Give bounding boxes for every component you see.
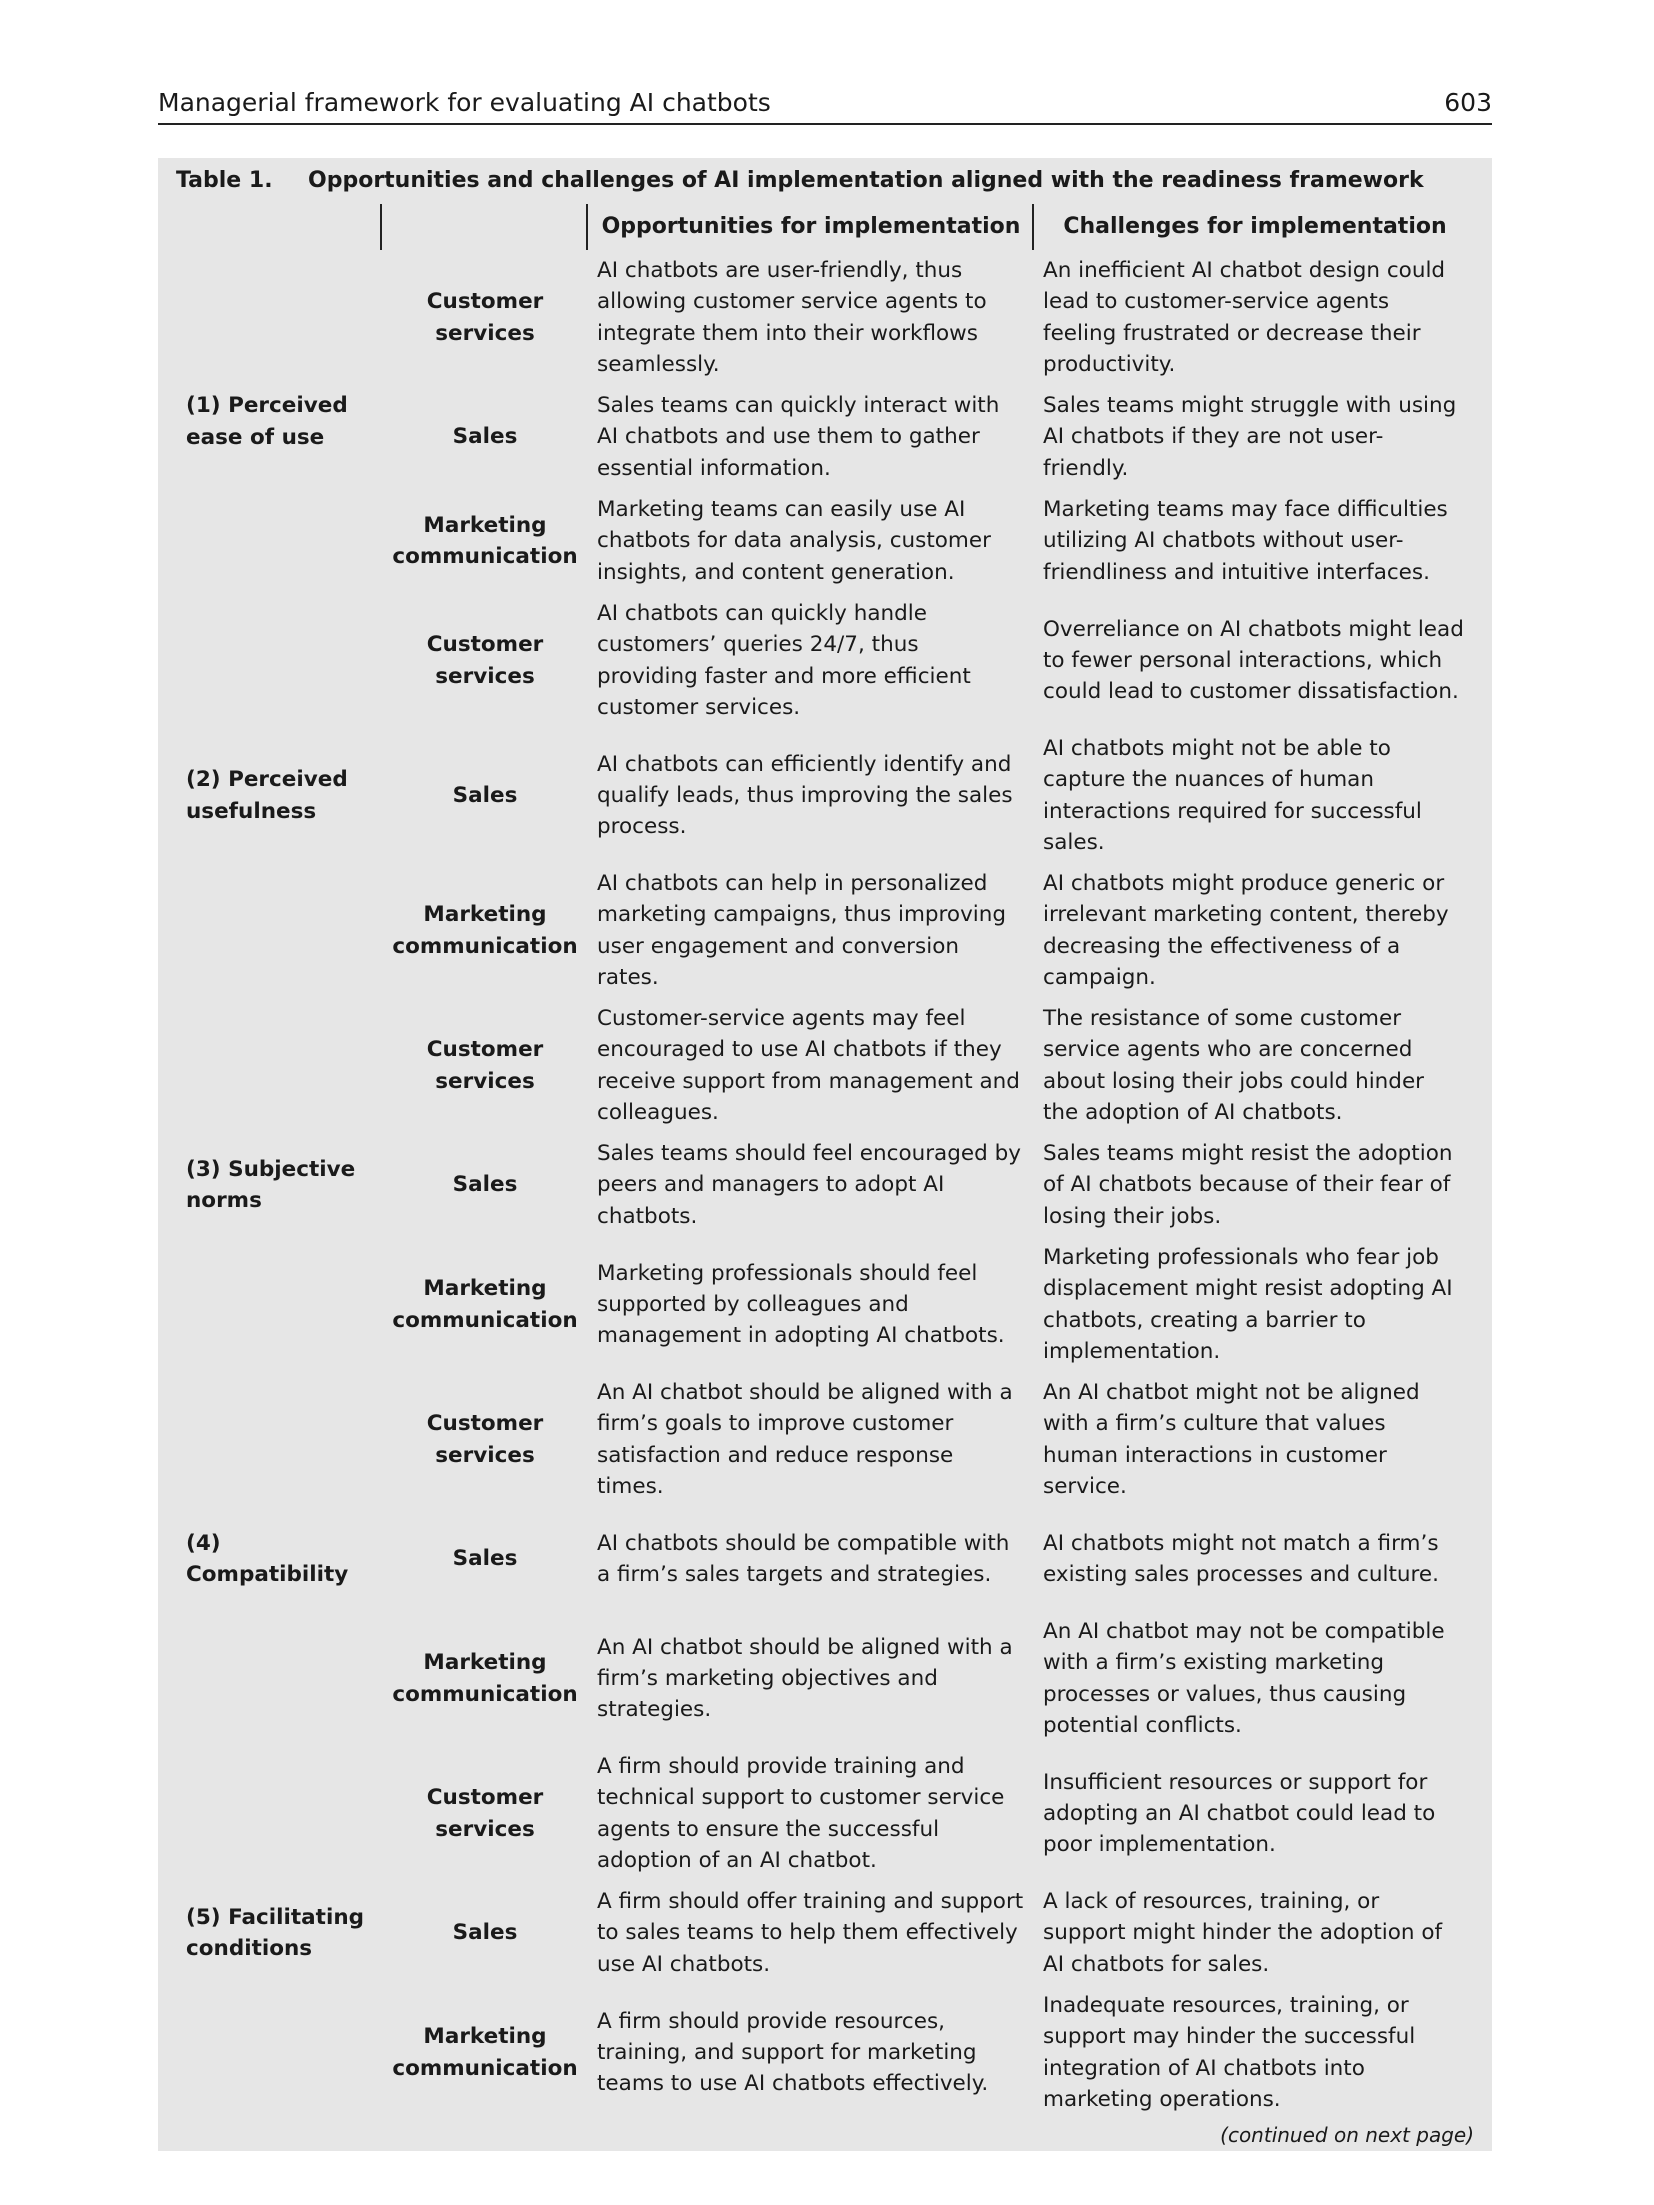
challenge-cell: An inefficient AI chatbot design could lead to customer-service agents feeling frustrated or decrease their productivity. xyxy=(1043,258,1446,377)
challenge-cell: AI chatbots might produce generic or irrelevant marketing content, thereby decreasing the effectiveness of a campaign. xyxy=(1043,871,1449,990)
department-cell: Marketing communication xyxy=(392,1650,578,1707)
challenge-cell: Overreliance on AI chatbots might lead to fewer personal interactions, which could lead to customer dissatisfaction. xyxy=(1043,616,1464,705)
opportunity-cell: An AI chatbot should be aligned with a firm’s goals to improve customer satisfaction and reduce response times. xyxy=(597,1380,1013,1499)
challenge-cell: Insufficient resources or support for adopting an AI chatbot could lead to poor implementation. xyxy=(1043,1769,1436,1858)
continued-note: (continued on next page) xyxy=(1220,2123,1474,2147)
running-title: Managerial framework for evaluating AI chatbots xyxy=(158,88,771,117)
table-row xyxy=(176,998,1474,1133)
challenge-cell: AI chatbots might not match a firm’s existing sales processes and culture. xyxy=(1043,1530,1439,1587)
department-cell: Customer services xyxy=(426,1411,544,1468)
column-header-opportunities: Opportunities for implementation xyxy=(587,204,1033,250)
department-cell: Marketing communication xyxy=(392,512,578,569)
challenge-cell: Marketing teams may face difficulties utilizing AI chatbots without user-friendliness and intuitive interfaces. xyxy=(1043,497,1448,585)
challenge-cell: Marketing professionals who fear job displacement might resist adopting AI chatbots, creating a barrier to implementation. xyxy=(1043,1245,1453,1364)
opportunity-cell: Marketing professionals should feel supported by colleagues and management in adopting AI chatbots. xyxy=(597,1260,1005,1349)
department-cell: Sales xyxy=(452,1546,518,1572)
opportunity-cell: AI chatbots should be compatible with a firm’s sales targets and strategies. xyxy=(597,1530,1010,1587)
column-header-factor xyxy=(176,204,381,250)
table-label: Table 1. xyxy=(176,168,273,193)
column-header-department xyxy=(381,204,587,250)
table-row xyxy=(176,593,1474,728)
department-cell: Sales xyxy=(452,1920,518,1946)
challenge-cell: The resistance of some customer service agents who are concerned about losing their jobs could hinder the adoption of AI chatbots. xyxy=(1043,1006,1425,1125)
opportunity-cell: A firm should provide training and technical support to customer service agents to ensure the successful adoption of an AI chatbot. xyxy=(597,1754,1005,1873)
department-cell: Marketing communication xyxy=(392,1276,578,1333)
factor-cell: (4) Compatibility xyxy=(186,1530,349,1587)
opportunity-cell: Customer-service agents may feel encouraged to use AI chatbots if they receive support from management and colleagues. xyxy=(597,1006,1020,1125)
opportunity-cell: AI chatbots can quickly handle customers’ queries 24/7, thus providing faster and more efficient customer services. xyxy=(597,601,971,720)
challenge-cell: Sales teams might resist the adoption of AI chatbots because of their fear of losing their jobs. xyxy=(1043,1141,1453,1229)
table-caption xyxy=(176,168,1424,193)
table-row xyxy=(176,1746,1474,1881)
framework-table xyxy=(176,204,1474,2120)
opportunity-cell: A firm should provide resources, training, and support for marketing teams to use AI chatbots effectively. xyxy=(597,2008,989,2097)
challenge-cell: A lack of resources, training, or support might hinder the adoption of AI chatbots for sales. xyxy=(1043,1889,1443,1977)
challenge-cell: An AI chatbot may not be compatible with a firm’s existing marketing processes or values, thus causing potential conflicts. xyxy=(1043,1619,1445,1738)
department-cell: Marketing communication xyxy=(392,902,578,959)
factor-cell: (3) Subjective norms xyxy=(186,1156,356,1213)
factor-cell: (5) Facilitating conditions xyxy=(186,1904,365,1961)
department-cell: Sales xyxy=(452,1172,518,1198)
challenge-cell: Inadequate resources, training, or support may hinder the successful integration of AI chatbots into marketing operations. xyxy=(1043,1993,1416,2112)
challenge-cell: AI chatbots might not be able to capture the nuances of human interactions required for successful sales. xyxy=(1043,736,1422,855)
department-cell: Customer services xyxy=(426,632,544,689)
column-header-challenges: Challenges for implementation xyxy=(1033,204,1474,250)
opportunity-cell: An AI chatbot should be aligned with a firm’s marketing objectives and strategies. xyxy=(597,1634,1013,1723)
opportunity-cell: AI chatbots can help in personalized marketing campaigns, thus improving user engagement and conversion rates. xyxy=(597,871,1007,990)
challenge-cell: An AI chatbot might not be aligned with a firm’s culture that values human interactions in customer service. xyxy=(1043,1380,1420,1499)
department-cell: Customer services xyxy=(426,1037,544,1094)
factor-cell: (2) Perceived usefulness xyxy=(186,767,348,824)
opportunity-cell: Marketing teams can easily use AI chatbots for data analysis, customer insights, and content generation. xyxy=(597,497,991,585)
running-header xyxy=(158,88,1492,125)
opportunity-cell: Sales teams can quickly interact with AI chatbots and use them to gather essential information. xyxy=(597,393,1000,481)
department-cell: Customer services xyxy=(426,289,544,346)
table-header-row xyxy=(176,204,1474,250)
opportunity-cell: AI chatbots are user-friendly, thus allowing customer service agents to integrate them into their workflows seamlessly. xyxy=(597,258,987,377)
department-cell: Sales xyxy=(452,782,518,808)
table-row xyxy=(176,1372,1474,1507)
department-cell: Sales xyxy=(452,424,518,450)
factor-cell: (1) Perceived ease of use xyxy=(186,393,348,450)
table-row xyxy=(176,250,1474,385)
table-panel xyxy=(158,158,1492,2151)
opportunity-cell: A firm should offer training and support to sales teams to help them effectively use AI chatbots. xyxy=(597,1889,1024,1977)
opportunity-cell: Sales teams should feel encouraged by peers and managers to adopt AI chatbots. xyxy=(597,1141,1021,1229)
challenge-cell: Sales teams might struggle with using AI chatbots if they are not user-friendly. xyxy=(1043,393,1457,481)
opportunity-cell: AI chatbots can efficiently identify and qualify leads, thus improving the sales process. xyxy=(597,751,1013,840)
department-cell: Customer services xyxy=(426,1785,544,1842)
department-cell: Marketing communication xyxy=(392,2024,578,2081)
table-caption-text: Opportunities and challenges of AI implementation aligned with the readiness framework xyxy=(308,168,1424,193)
page-number: 603 xyxy=(1444,88,1492,117)
